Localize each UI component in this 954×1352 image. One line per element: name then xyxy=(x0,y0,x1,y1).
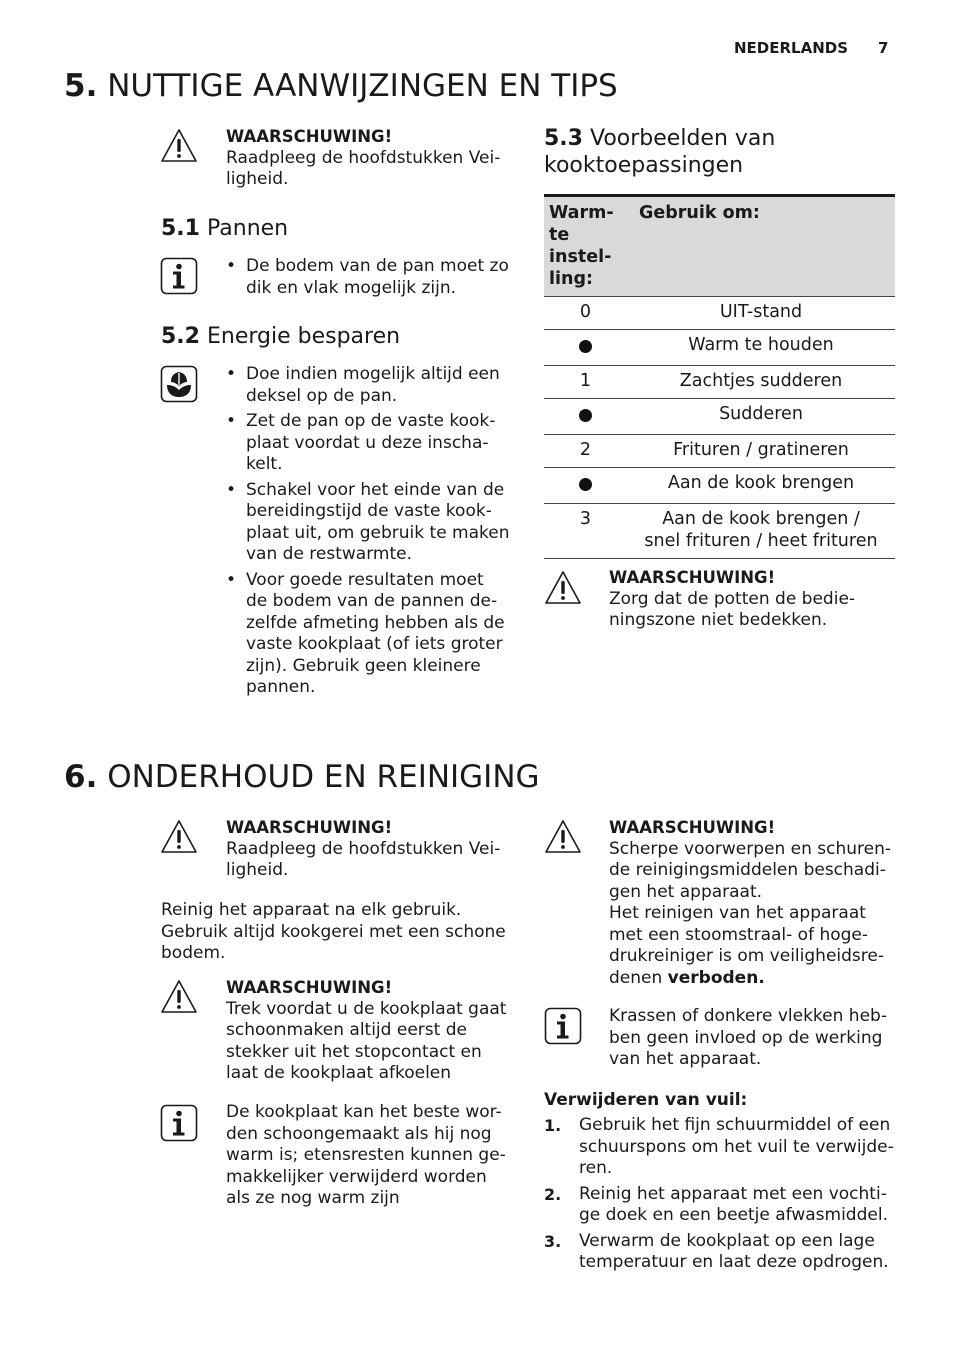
use-cell xyxy=(627,330,895,366)
chapter-6-warning-2 xyxy=(226,977,526,1085)
warning-line: met een stoomstraal- of hoge- xyxy=(609,924,869,945)
warning-icon xyxy=(544,569,582,607)
paragraph-line: Gebruik altijd kookgerei met een schone xyxy=(161,921,506,942)
warning-line: Het reinigen van het apparaat xyxy=(609,903,866,923)
step-line: Gebruik het fijn schuurmiddel of een xyxy=(579,1115,891,1135)
section-5-3-warning xyxy=(609,567,899,632)
chapter-5-warning xyxy=(226,126,516,191)
use-line: Zachtjes sudderen xyxy=(679,371,843,391)
chapter-6-title: ONDERHOUD EN REINIGING xyxy=(107,759,540,795)
list-item-line: van de restwarmte. xyxy=(246,544,413,564)
setting-cell xyxy=(544,399,627,435)
list-item xyxy=(226,364,526,407)
warning-line: Scherpe voorwerpen en schuren- xyxy=(609,838,892,859)
info-line: ben geen invloed op de werking xyxy=(609,1027,883,1048)
step-line: temperatuur en laat deze opdrogen. xyxy=(579,1252,889,1272)
setting-cell: 2 xyxy=(544,435,627,468)
bullet-dot: • xyxy=(226,256,237,276)
warning-line: drukreiniger is om veiligheidsre- xyxy=(609,946,884,966)
chapter-5-number: 5. xyxy=(64,68,98,104)
list-item-line: Doe indien mogelijk altijd een xyxy=(246,364,500,384)
step-line: ge doek en een beetje afwasmiddel. xyxy=(579,1205,888,1225)
info-line: den schoongemaakt als hij nog xyxy=(226,1123,492,1144)
bullet-dot: • xyxy=(226,569,237,590)
step-line: schuurspons om het vuil te verwijde- xyxy=(579,1136,894,1157)
section-number: 5.3 xyxy=(544,126,583,151)
warning-title: WAARSCHUWING! xyxy=(226,127,393,146)
warning-title: WAARSCHUWING! xyxy=(609,568,776,587)
use-cell xyxy=(627,435,895,468)
info-line: van het apparaat. xyxy=(609,1049,762,1069)
list-item-line: plaat voordat u deze inscha- xyxy=(246,432,489,453)
use-cell xyxy=(627,297,895,330)
warning-line: Raadpleeg de hoofdstukken Vei- xyxy=(226,147,501,168)
list-item xyxy=(226,570,526,699)
warning-title: WAARSCHUWING! xyxy=(226,818,393,837)
bullet-dot: • xyxy=(226,479,237,500)
list-item-line: plaat uit, om gebruik te maken xyxy=(246,522,510,543)
step-item xyxy=(544,1115,904,1180)
list-item-line: zelfde afmeting hebben als de xyxy=(246,612,505,633)
list-item-line: De bodem van de pan moet zo xyxy=(246,256,509,276)
warning-line: ningszone niet bedekken. xyxy=(609,610,828,630)
list-item-line: pannen. xyxy=(246,677,316,697)
step-number: 3. xyxy=(544,1231,562,1251)
removal-steps xyxy=(544,1115,904,1278)
warning-emphasis: verboden. xyxy=(667,967,765,988)
half-step-dot xyxy=(579,478,592,491)
list-item xyxy=(226,480,526,566)
use-line: Sudderen xyxy=(719,404,803,424)
section-5-3-heading xyxy=(544,125,894,179)
section-title: Pannen xyxy=(206,216,289,241)
warning-line: schoonmaken altijd eerst de xyxy=(226,1020,467,1040)
header-language: NEDERLANDS xyxy=(734,39,849,57)
header-line: Warm- xyxy=(549,203,614,223)
info-icon xyxy=(544,1007,582,1045)
section-number: 5.2 xyxy=(161,324,200,349)
section-5-1-list xyxy=(226,256,526,303)
warning-line-prefix: denen xyxy=(609,967,668,988)
warning-icon xyxy=(160,127,198,165)
list-item xyxy=(226,411,526,476)
warning-icon xyxy=(160,978,198,1016)
list-item-line: Schakel voor het einde van de xyxy=(246,479,505,500)
warning-icon xyxy=(544,818,582,856)
info-line: Krassen of donkere vlekken heb- xyxy=(609,1006,887,1026)
list-item-line: Zet de pan op de vaste kook- xyxy=(246,411,496,431)
step-line: Reinig het apparaat met een vochti- xyxy=(579,1183,887,1204)
warning-line: de reinigingsmiddelen beschadi- xyxy=(609,860,886,880)
chapter-6-heading xyxy=(64,759,540,795)
use-cell xyxy=(627,399,895,435)
table-header-use: Gebruik om: xyxy=(627,196,895,297)
warning-line: Zorg dat de potten de bedie- xyxy=(609,588,856,609)
section-title: Energie besparen xyxy=(206,324,401,349)
table-header-row xyxy=(544,196,895,297)
table-row xyxy=(544,297,895,330)
chapter-5-heading xyxy=(64,68,618,104)
heat-settings-table-wrap xyxy=(544,194,895,559)
chapter-6-number: 6. xyxy=(64,759,98,795)
header-line: ling: xyxy=(549,269,593,289)
table-row xyxy=(544,504,895,559)
setting-cell xyxy=(544,330,627,366)
warning-line: Raadpleeg de hoofdstukken Vei- xyxy=(226,838,501,859)
use-line: Frituren / gratineren xyxy=(673,440,849,460)
use-line: Warm te houden xyxy=(688,335,834,355)
list-item-line: deksel op de pan. xyxy=(246,385,398,406)
warning-line: stekker uit het stopcontact en xyxy=(226,1041,482,1062)
use-cell xyxy=(627,504,895,559)
step-line: Verwarm de kookplaat op een lage xyxy=(579,1230,875,1251)
table-header-setting xyxy=(544,196,627,297)
list-item-line: dik en vlak mogelijk zijn. xyxy=(246,277,457,298)
list-item xyxy=(226,256,526,299)
paragraph-line: bodem. xyxy=(161,943,226,963)
info-line: als ze nog warm zijn xyxy=(226,1188,400,1208)
setting-cell: 0 xyxy=(544,297,627,330)
setting-cell xyxy=(544,468,627,504)
cleaning-paragraph xyxy=(161,900,521,965)
chapter-6-info-2 xyxy=(609,1006,909,1071)
page-number: 7 xyxy=(878,39,889,57)
bullet-dot: • xyxy=(226,364,237,384)
eco-icon xyxy=(160,365,198,403)
chapter-6-warning-1 xyxy=(226,817,516,882)
section-5-2-heading xyxy=(161,323,400,350)
use-line: snel frituren / heet frituren xyxy=(644,531,878,551)
section-number: 5.1 xyxy=(161,216,200,241)
info-line: De kookplaat kan het beste wor- xyxy=(226,1102,502,1122)
warning-line: ligheid. xyxy=(226,169,289,189)
warning-icon xyxy=(160,818,198,856)
table-row xyxy=(544,435,895,468)
list-item-line: Voor goede resultaten moet xyxy=(246,569,484,590)
step-number: 2. xyxy=(544,1184,562,1204)
setting-cell: 1 xyxy=(544,366,627,399)
table-row xyxy=(544,330,895,366)
step-number: 1. xyxy=(544,1116,562,1135)
half-step-dot xyxy=(579,409,592,422)
use-line: Aan de kook brengen / xyxy=(662,509,860,529)
chapter-5-title: NUTTIGE AANWIJZINGEN EN TIPS xyxy=(107,68,618,104)
table-row xyxy=(544,468,895,504)
use-line: UIT-stand xyxy=(719,302,803,322)
chapter-6-info-1 xyxy=(226,1102,526,1210)
use-cell xyxy=(627,468,895,504)
warning-title: WAARSCHUWING! xyxy=(226,978,393,997)
table-row xyxy=(544,366,895,399)
info-icon xyxy=(160,257,198,295)
list-item-line: kelt. xyxy=(246,454,283,474)
list-item-line: de bodem van de pannen de- xyxy=(246,591,498,611)
setting-cell: 3 xyxy=(544,504,627,559)
section-title-line: kooktoepassingen xyxy=(544,153,744,178)
removal-heading: Verwijderen van vuil: xyxy=(544,1090,748,1110)
step-line: ren. xyxy=(579,1158,613,1178)
warning-line: ligheid. xyxy=(226,860,289,880)
warning-title: WAARSCHUWING! xyxy=(609,818,776,837)
paragraph-line: Reinig het apparaat na elk gebruik. xyxy=(161,900,462,920)
use-cell xyxy=(627,366,895,399)
use-line: Aan de kook brengen xyxy=(667,473,855,493)
section-5-2-list xyxy=(226,364,526,703)
warning-line xyxy=(609,968,909,990)
warning-line: Trek voordat u de kookplaat gaat xyxy=(226,998,507,1019)
half-step-dot xyxy=(579,340,592,353)
list-item-line: zijn). Gebruik geen kleinere xyxy=(246,655,481,676)
bullet-dot: • xyxy=(226,411,237,431)
info-line: makkelijker verwijderd worden xyxy=(226,1166,487,1187)
table-row xyxy=(544,399,895,435)
step-item xyxy=(544,1184,904,1227)
section-title-line: Voorbeelden van xyxy=(589,126,776,151)
warning-line: gen het apparaat. xyxy=(609,881,763,902)
warning-line: laat de kookplaat afkoelen xyxy=(226,1063,452,1083)
header-line: instel- xyxy=(549,247,612,267)
step-item xyxy=(544,1231,904,1274)
list-item-line: bereidingstijd de vaste kook- xyxy=(246,501,492,521)
info-icon xyxy=(160,1104,198,1142)
heat-settings-table xyxy=(544,194,895,559)
header-line: te xyxy=(549,225,570,245)
list-item-line: vaste kookplaat (of iets groter xyxy=(246,634,503,654)
chapter-6-warning-3 xyxy=(609,817,909,989)
info-line: warm is; etensresten kunnen ge- xyxy=(226,1145,506,1165)
section-5-1-heading xyxy=(161,215,288,242)
